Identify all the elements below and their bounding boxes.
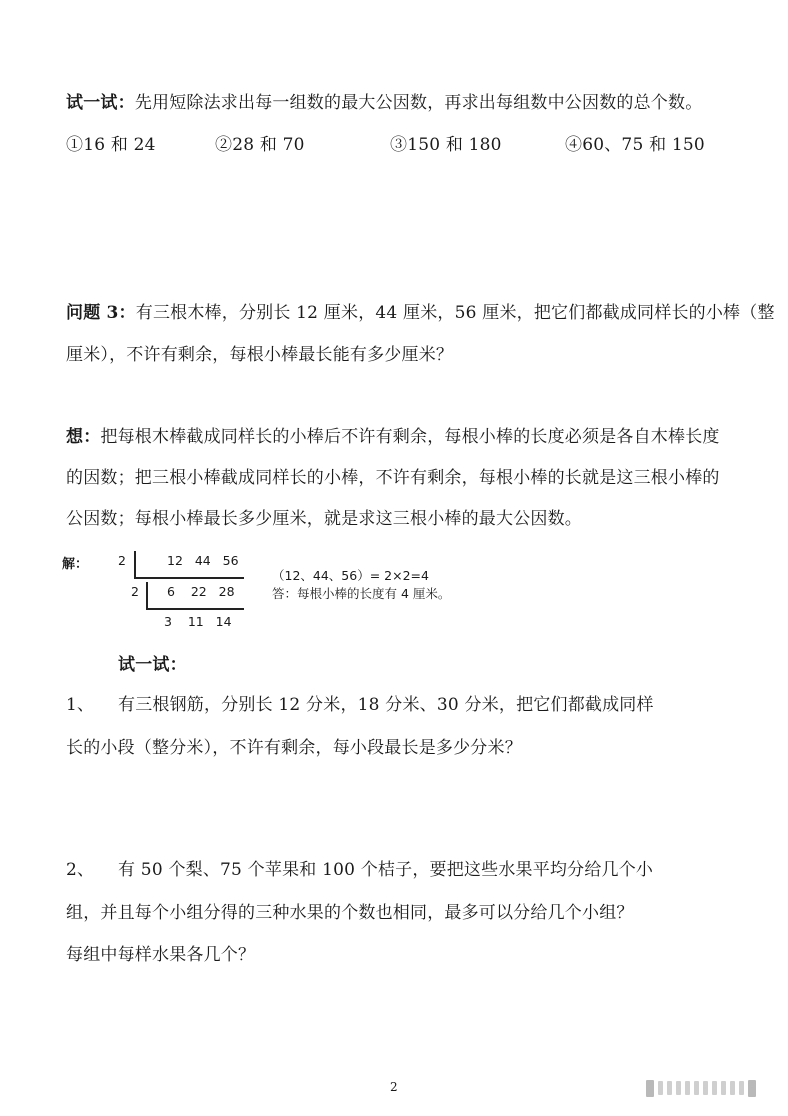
try2-q1-number: 1、	[66, 695, 95, 715]
solution-answer: 答：每根小棒的长度有 4 厘米。	[272, 586, 451, 601]
solution-row-1: 12 44 56	[167, 553, 239, 568]
division-bracket-1-vertical	[134, 551, 136, 577]
try2-q1-line1: 有三根钢筋，分别长 12 分米，18 分米、30 分米，把它们都截成同样	[118, 695, 654, 715]
page-number: 2	[390, 1080, 398, 1094]
solution-row-3: 3 11 14	[164, 614, 232, 629]
try1-item-1: ①16 和 24	[66, 135, 156, 155]
solution-divisor-1: 2	[118, 553, 126, 568]
watermark-bars-icon	[646, 1078, 768, 1098]
try2-q2-number: 2、	[66, 860, 95, 880]
try1-label: 试一试：	[66, 93, 135, 113]
solution-formula: （12、44、56）= 2×2=4	[272, 568, 429, 583]
try1-item-4: ④60、75 和 150	[565, 135, 705, 155]
try1-item-3: ③150 和 180	[390, 135, 502, 155]
try1-text: 先用短除法求出每一组数的最大公因数，再求出每组数中公因数的总个数。	[134, 93, 703, 113]
division-bracket-1-horizontal	[134, 577, 244, 579]
try1-item-2: ②28 和 70	[215, 135, 305, 155]
problem3-label: 问题 3：	[66, 303, 136, 323]
try2-q2-line1: 有 50 个梨、75 个苹果和 100 个桔子，要把这些水果平均分给几个小	[118, 860, 654, 880]
try1-instruction	[66, 88, 702, 113]
try2-q2-line3: 每组中每样水果各几个？	[66, 945, 256, 965]
try2-q1-line2: 长的小段（整分米），不许有剩余，每小段最长是多少分米？	[66, 738, 522, 758]
think-text-1: 把每根木棒截成同样长的小棒后不许有剩余，每根小棒的长度必须是各自木棒长度	[100, 427, 720, 447]
try2-q2-line2: 组，并且每个小组分得的三种水果的个数也相同，最多可以分给几个小组？	[66, 903, 634, 923]
problem3-line1	[66, 298, 775, 323]
think-line1	[66, 422, 720, 447]
think-line2: 的因数；把三根小棒截成同样长的小棒，不许有剩余，每根小棒的长就是这三根小棒的	[66, 468, 720, 488]
solution-row-2: 6 22 28	[167, 584, 235, 599]
think-line3: 公因数；每根小棒最长多少厘米，就是求这三根小棒的最大公因数。	[66, 509, 582, 529]
division-bracket-2-horizontal	[146, 608, 244, 610]
problem3-text-1: 有三根木棒，分别长 12 厘米，44 厘米，56 厘米，把它们都截成同样长的小棒（整	[135, 303, 775, 323]
think-label: 想：	[66, 427, 101, 447]
solution-label: 解：	[62, 557, 89, 572]
problem3-line2: 厘米），不许有剩余，每根小棒最长能有多少厘米？	[66, 345, 454, 365]
solution-divisor-2: 2	[131, 584, 139, 599]
try2-label: 试一试：	[118, 655, 187, 675]
division-bracket-2-vertical	[146, 582, 148, 608]
